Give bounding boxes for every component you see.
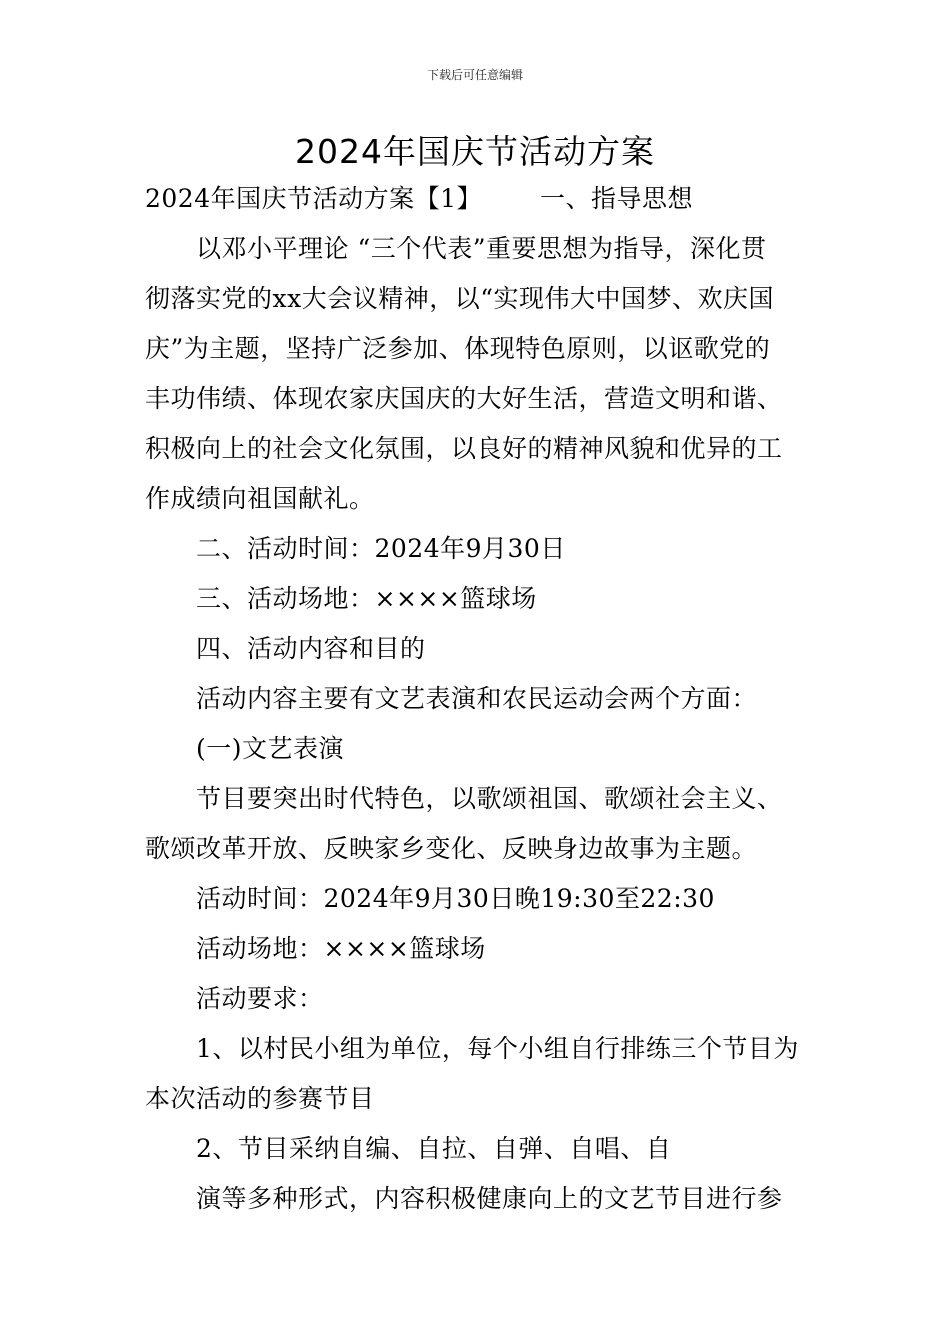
requirement-item: 1、以村民小组为单位，每个小组自行排练三个节目为 [196, 1034, 799, 1063]
paragraph-line: 丰功伟绩、体现农家庆国庆的大好生活，营造文明和谐、 [145, 384, 783, 413]
content-heading: 四、活动内容和目的 [196, 634, 426, 663]
requirement-item-cont: 演等多种形式，内容积极健康向上的文艺节目进行参 [196, 1184, 783, 1213]
requirement-item: 2、节目采纳自编、自拉、自弹、自唱、自 [196, 1134, 672, 1163]
subtitle-line [145, 184, 693, 214]
requirement-item-cont: 本次活动的参赛节目 [145, 1084, 375, 1113]
paragraph-line: 作成绩向祖国献礼。 [145, 484, 375, 513]
paragraph-line: 歌颂改革开放、反映家乡变化、反映身边故事为主题。 [145, 834, 758, 863]
activity-venue-line: 三、活动场地：××××篮球场 [196, 584, 537, 613]
paragraph-line: 以邓小平理论 “三个代表”重要思想为指导，深化贯 [196, 234, 767, 263]
page-title: 2024年国庆节活动方案 [295, 132, 655, 171]
paragraph-line: 彻落实党的xx大会议精神，以“实现伟大中国梦、欢庆国 [145, 284, 774, 313]
performance-heading: (一)文艺表演 [196, 734, 345, 763]
paragraph-line: 积极向上的社会文化氛围，以良好的精神风貌和优异的工 [145, 434, 783, 463]
paragraph-line: 庆”为主题，坚持广泛参加、体现特色原则，以讴歌党的 [145, 334, 771, 363]
requirements-label: 活动要求： [196, 984, 324, 1013]
section-heading-guiding: 一、指导思想 [540, 184, 694, 213]
performance-venue: 活动场地：××××篮球场 [196, 934, 486, 963]
header-note: 下载后可任意编辑 [426, 68, 523, 82]
content-intro: 活动内容主要有文艺表演和农民运动会两个方面： [196, 684, 758, 713]
subtitle-left: 2024年国庆节活动方案【1】 [145, 184, 483, 213]
performance-time: 活动时间：2024年9月30日晚19:30至22:30 [196, 884, 715, 913]
paragraph-line: 节目要突出时代特色，以歌颂祖国、歌颂社会主义、 [196, 784, 783, 813]
activity-time-line: 二、活动时间：2024年9月30日 [196, 534, 566, 563]
